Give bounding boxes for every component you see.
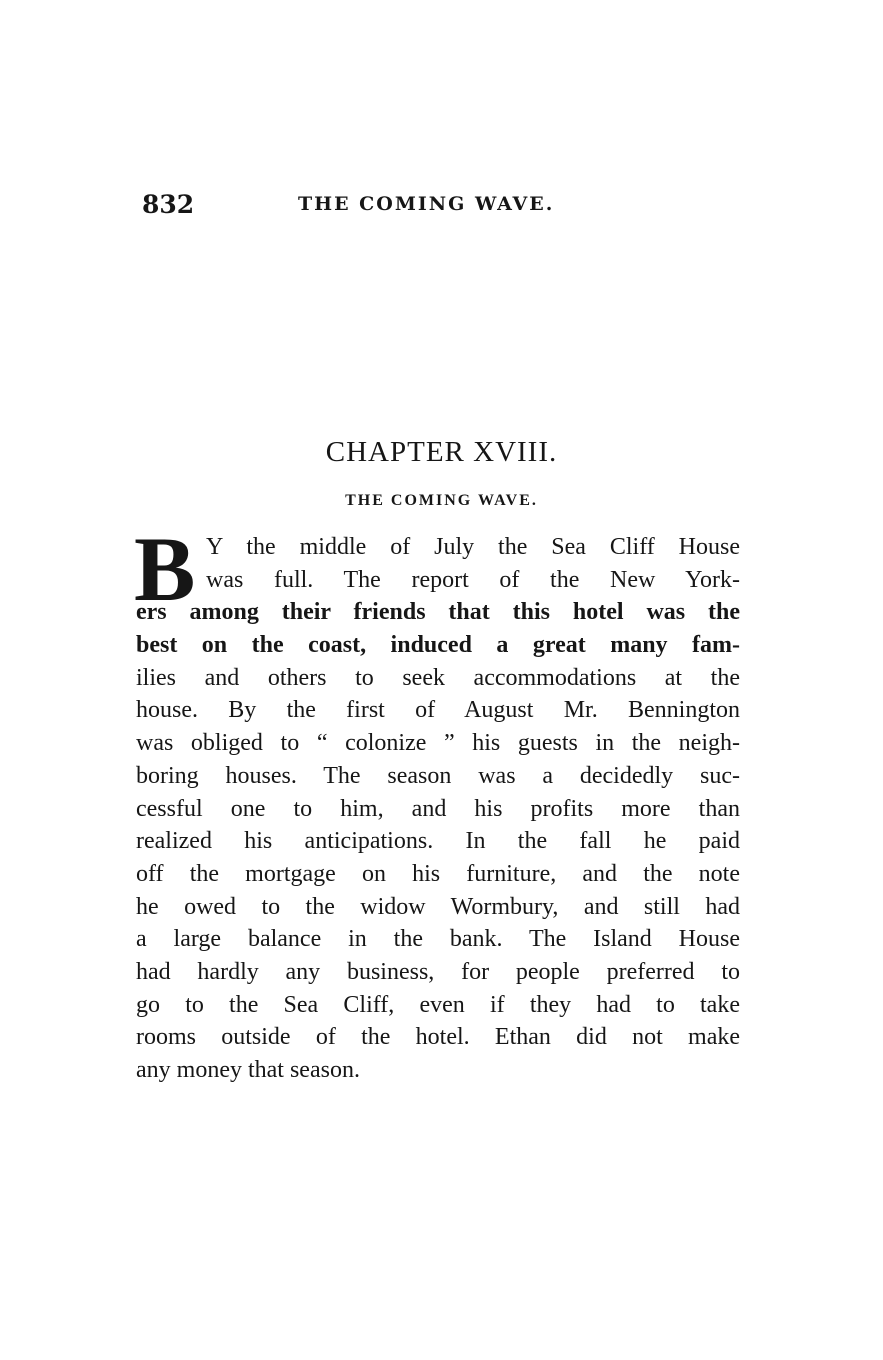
text-line: house. By the first of August Mr. Bennington xyxy=(136,697,740,724)
text-line: best on the coast, induced a great many fam- xyxy=(136,632,740,659)
text-line: any money that season. xyxy=(136,1057,360,1083)
text-line: he owed to the widow Wormbury, and still had xyxy=(136,893,740,920)
chapter-subtitle: THE COMING WAVE. xyxy=(345,492,538,509)
drop-cap: B xyxy=(134,518,196,620)
text-line: ers among their friends that this hotel was the xyxy=(136,599,740,626)
running-header xyxy=(136,190,636,220)
text-line: had hardly any business, for people preferred to xyxy=(136,958,740,985)
running-title: THE COMING WAVE. xyxy=(298,193,555,215)
text-line: was full. The report of the New York- xyxy=(206,566,740,593)
text-line: go to the Sea Cliff, even if they had to take xyxy=(136,991,740,1018)
text-line: Y the middle of July the Sea Cliff House xyxy=(206,534,740,560)
text-line: a large balance in the bank. The Island House xyxy=(136,926,740,953)
text-line: rooms outside of the hotel. Ethan did not make xyxy=(136,1024,740,1051)
text-line: cessful one to him, and his profits more than xyxy=(136,795,740,822)
text-line: ilies and others to seek accommodations at the xyxy=(136,664,740,691)
chapter-title: CHAPTER XVIII. xyxy=(325,436,558,468)
body-text xyxy=(134,518,740,1087)
text-line: realized his anticipations. In the fall he paid xyxy=(136,828,740,855)
page-number: 832 xyxy=(142,190,195,219)
text-line: boring houses. The season was a decidedly suc- xyxy=(136,762,740,789)
text-line: off the mortgage on his furniture, and the note xyxy=(136,860,740,887)
text-line: was obliged to “ colonize ” his guests in the neigh- xyxy=(136,730,740,757)
